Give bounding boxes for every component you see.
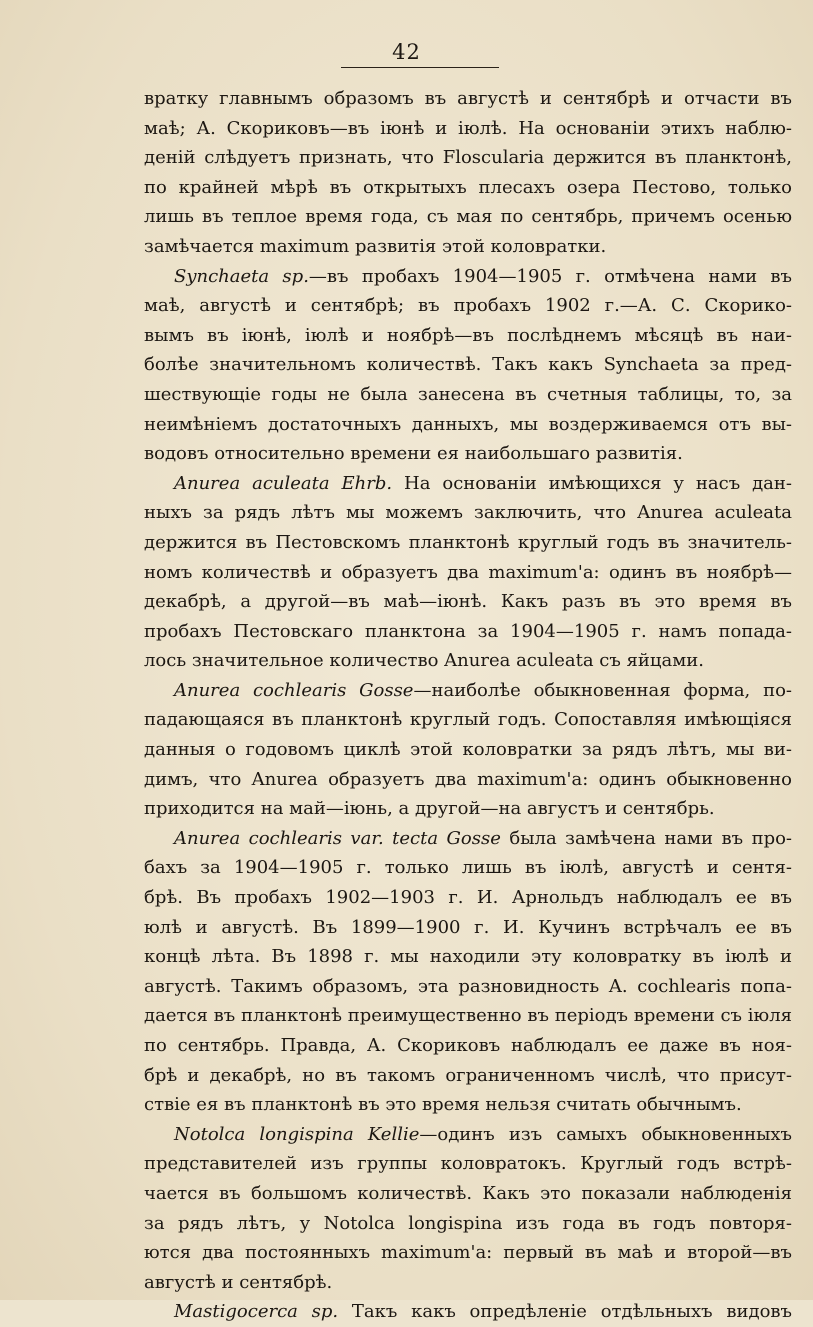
text-line	[144, 232, 792, 262]
species-name: Notolca longispina Kellie	[174, 1123, 420, 1145]
text-line	[144, 498, 792, 528]
line-text: представителей изъ группы коловратокъ. Круглый годъ встрѣ-	[144, 1153, 792, 1175]
text-line	[144, 942, 792, 972]
text-line	[144, 321, 792, 351]
text-line	[144, 173, 792, 203]
text-line	[144, 1268, 792, 1298]
species-name: Synchaeta sp.	[174, 265, 309, 287]
line-text: ются два постоянныхъ maximum'а: первый въ маѣ и второй—въ	[144, 1242, 792, 1264]
species-name: Anurea cochlearis Gosse	[174, 679, 414, 701]
text-line	[144, 410, 792, 440]
text-line	[144, 1238, 792, 1268]
line-text: чается въ большомъ количествѣ. Какъ это показали наблюденія	[144, 1182, 792, 1204]
text-line	[144, 350, 792, 380]
line-text: брѣ. Въ пробахъ 1902—1903 г. И. Арнольдъ наблюдалъ ее въ	[144, 887, 792, 909]
text-line	[144, 1120, 792, 1150]
line-text: неимѣніемъ достаточныхъ данныхъ, мы воздерживаемся отъ вы-	[144, 413, 792, 435]
page-number: 42	[392, 40, 421, 64]
line-text: ныхъ за рядъ лѣтъ мы можемъ заключить, что Anurea aculeata	[144, 502, 792, 524]
line-text: бахъ за 1904—1905 г. только лишь въ іюлѣ, августѣ и сентя-	[144, 857, 792, 879]
text-line	[144, 824, 792, 854]
text-line	[144, 1209, 792, 1239]
line-text: концѣ лѣта. Въ 1898 г. мы находили эту коловратку въ іюлѣ и	[144, 946, 792, 968]
line-text: юлѣ и августѣ. Въ 1899—1900 г. И. Кучинъ встрѣчалъ ее въ	[144, 916, 792, 938]
line-text: номъ количествѣ и образуетъ два maximum'а: одинъ въ ноябрѣ—	[144, 561, 792, 583]
line-text: вратку главнымъ образомъ въ августѣ и сентябрѣ и отчасти въ	[144, 88, 792, 109]
line-text: На основаніи имѣющихся у насъ дан-	[392, 472, 792, 494]
line-text: августѣ и сентябрѣ.	[144, 1271, 333, 1293]
line-text: замѣчается maximum развитія этой коловратки.	[144, 235, 607, 257]
line-text: маѣ; А. Скориковъ—въ іюнѣ и іюлѣ. На основаніи этихъ наблю-	[144, 117, 792, 139]
text-line	[144, 765, 792, 795]
text-line	[144, 972, 792, 1002]
text-line	[144, 558, 792, 588]
text-line	[144, 1297, 792, 1327]
text-line	[144, 202, 792, 232]
species-name: Anurea cochlearis var. tecta Gosse	[174, 827, 501, 849]
text-line	[144, 587, 792, 617]
line-text: болѣе значительномъ количествѣ. Такъ какъ Synchaeta за пред-	[144, 354, 792, 376]
text-line	[144, 1061, 792, 1091]
text-line	[144, 114, 792, 144]
text-line	[144, 705, 792, 735]
text-line	[144, 1179, 792, 1209]
line-text: маѣ, августѣ и сентябрѣ; въ пробахъ 1902 г.—А. С. Скорико-	[144, 295, 792, 317]
species-name: Mastigocerca sp.	[174, 1301, 339, 1323]
text-line	[144, 1031, 792, 1061]
line-text: была замѣчена нами въ про-	[500, 827, 792, 849]
line-text: деній слѣдуетъ признать, что Floscularia держится въ планктонѣ,	[144, 147, 792, 169]
body-text	[144, 84, 792, 1327]
line-text: Такъ какъ опредѣленіе отдѣльныхъ видовъ	[338, 1301, 792, 1323]
text-line	[144, 380, 792, 410]
line-text: августѣ. Такимъ образомъ, эта разновидность A. cochlearis попа-	[144, 975, 792, 997]
line-text: лишь въ теплое время года, съ мая по сентябрь, причемъ осенью	[144, 206, 792, 228]
text-line	[144, 262, 792, 292]
text-line	[144, 143, 792, 173]
line-text: —въ пробахъ 1904—1905 г. отмѣчена нами въ	[308, 265, 792, 287]
text-line	[144, 646, 792, 676]
line-text: держится въ Пестовскомъ планктонѣ круглый годъ въ значитель-	[144, 531, 792, 553]
line-text: декабрѣ, а другой—въ маѣ—іюнѣ. Какъ разъ въ это время въ	[144, 591, 792, 613]
line-text: водовъ относительно времени ея наибольшаго развитія.	[144, 443, 683, 465]
text-line	[144, 676, 792, 706]
text-line	[144, 439, 792, 469]
line-text: по сентябрь. Правда, А. Скориковъ наблюдалъ ее даже въ ноя-	[144, 1035, 792, 1056]
line-text: ствіе ея въ планктонѣ въ это время нельзя считать обычнымъ.	[144, 1094, 742, 1116]
text-line	[144, 853, 792, 883]
line-text: вымъ въ іюнѣ, іюлѣ и ноябрѣ—въ послѣднемъ мѣсяцѣ въ наи-	[144, 324, 792, 346]
text-line	[144, 794, 792, 824]
text-line	[144, 617, 792, 647]
line-text: —одинъ изъ самыхъ обыкновенныхъ	[419, 1123, 792, 1145]
line-text: падающаяся въ планктонѣ круглый годъ. Сопоставляя имѣющіяся	[144, 709, 792, 731]
text-line	[144, 1090, 792, 1120]
species-name: Anurea aculeata Ehrb.	[174, 472, 393, 494]
line-text: за рядъ лѣтъ, у Notolca longispina изъ года въ годъ повторя-	[144, 1212, 792, 1234]
line-text: —наиболѣе обыкновенная форма, по-	[413, 679, 792, 701]
header-rule	[341, 67, 499, 68]
line-text: по крайней мѣрѣ въ открытыхъ плесахъ озера Пестово, только	[144, 176, 792, 198]
line-text: лось значительное количество Anurea aculeata съ яйцами.	[144, 650, 704, 672]
line-text: димъ, что Anurea образуетъ два maximum'а: одинъ обыкновенно	[144, 768, 792, 790]
line-text: дается въ планктонѣ преимущественно въ періодъ времени съ іюля	[144, 1005, 792, 1027]
line-text: данныя о годовомъ циклѣ этой коловратки за рядъ лѣтъ, мы ви-	[144, 739, 792, 761]
text-line	[144, 469, 792, 499]
text-line	[144, 291, 792, 321]
text-line	[144, 84, 792, 114]
text-line	[144, 735, 792, 765]
text-line	[144, 528, 792, 558]
line-text: приходится на май—іюнь, а другой—на августъ и сентябрь.	[144, 798, 715, 820]
text-line	[144, 913, 792, 943]
line-text: пробахъ Пестовскаго планктона за 1904—1905 г. намъ попада-	[144, 620, 792, 642]
text-line	[144, 1149, 792, 1179]
text-line	[144, 1001, 792, 1031]
line-text: брѣ и декабрѣ, но въ такомъ ограниченномъ числѣ, что присут-	[144, 1064, 792, 1086]
text-line	[144, 883, 792, 913]
line-text: шествующіе годы не была занесена въ счетныя таблицы, то, за	[144, 383, 792, 405]
